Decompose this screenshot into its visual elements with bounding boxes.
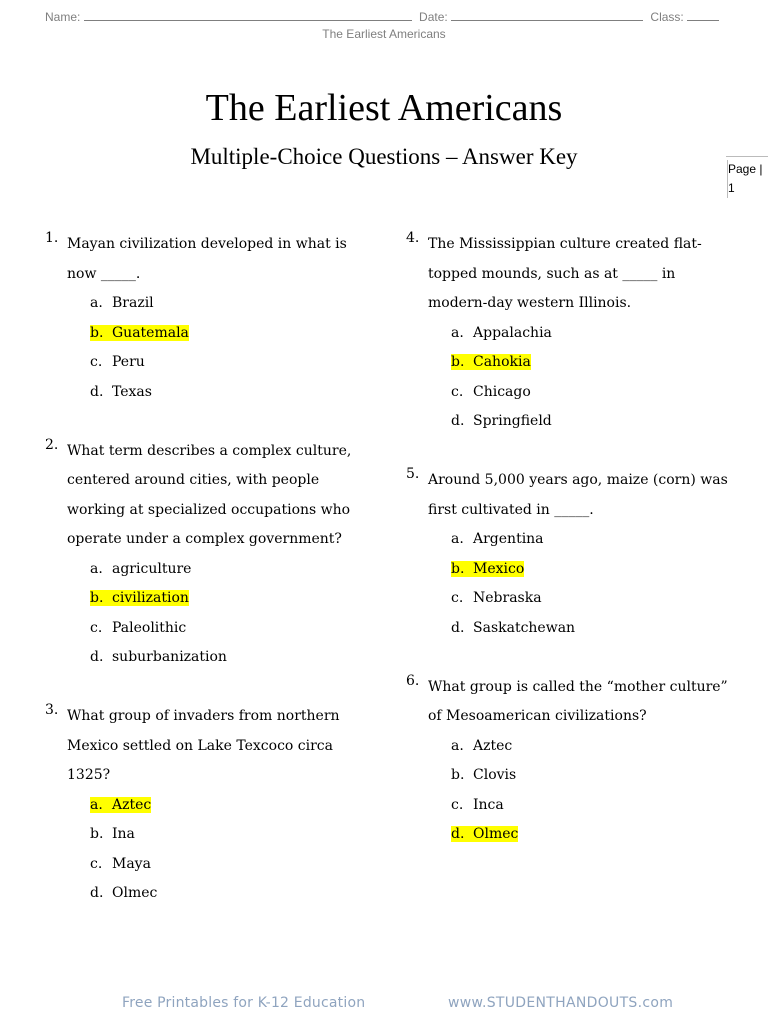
answer-option[interactable] xyxy=(90,378,375,408)
option-text: suburbanization xyxy=(112,649,227,665)
option-letter: d. xyxy=(90,885,104,901)
page-label: Page | xyxy=(728,162,763,176)
student-info-line xyxy=(45,9,725,24)
answer-text-wrap xyxy=(90,826,135,842)
option-letter: b. xyxy=(451,560,465,577)
option-letter: d. xyxy=(90,649,104,665)
question-text: The Mississippian culture created flat-topped mounds, such as at _____ in modern-day western Illinois. xyxy=(428,236,702,311)
answer-options xyxy=(45,791,375,909)
option-text: Clovis xyxy=(473,767,517,783)
answer-option[interactable] xyxy=(90,879,375,909)
answer-option-correct[interactable] xyxy=(90,791,375,821)
date-label: Date: xyxy=(419,10,448,24)
correct-answer-highlight xyxy=(451,561,524,577)
page-number-rule xyxy=(726,156,768,157)
answer-option-correct[interactable] xyxy=(451,555,736,585)
option-text: Ina xyxy=(112,826,135,842)
answer-option[interactable] xyxy=(451,319,736,349)
date-blank[interactable] xyxy=(451,9,643,21)
option-letter: a. xyxy=(90,796,103,813)
answer-text-wrap xyxy=(451,384,531,400)
answer-text-wrap xyxy=(451,797,504,813)
answer-options xyxy=(406,525,736,643)
option-text: Olmec xyxy=(112,885,158,901)
option-letter: a. xyxy=(90,295,103,311)
questions-column-right xyxy=(406,230,736,879)
option-text: civilization xyxy=(112,590,189,606)
option-letter: c. xyxy=(451,590,464,606)
option-text: Maya xyxy=(112,855,151,872)
question-number: 4. xyxy=(406,230,420,246)
question-text: What term describes a complex culture, centered around cities, with people working at specialized occupations who operate under a complex government? xyxy=(67,442,352,547)
option-text: Appalachia xyxy=(473,324,552,341)
option-text: Cahokia xyxy=(473,354,531,370)
option-letter: b. xyxy=(90,826,104,842)
question-text: Mayan civilization developed in what is now _____. xyxy=(67,236,347,282)
footer-website[interactable]: www.STUDENTHANDOUTS.com xyxy=(448,995,674,1011)
answer-text-wrap xyxy=(90,649,227,665)
name-label: Name: xyxy=(45,10,81,24)
answer-text-wrap xyxy=(451,531,544,547)
answer-option[interactable] xyxy=(90,289,375,319)
question-number: 1. xyxy=(45,230,59,246)
page-number: 1 xyxy=(728,181,735,195)
option-text: agriculture xyxy=(112,560,192,577)
option-letter: d. xyxy=(451,619,465,636)
running-header: The Earliest Americans xyxy=(322,27,446,41)
question-4 xyxy=(406,230,736,437)
answer-option[interactable] xyxy=(451,584,736,614)
option-text: Mexico xyxy=(473,560,525,577)
option-text: Argentina xyxy=(473,531,544,547)
option-text: Peru xyxy=(112,354,145,370)
question-number: 3. xyxy=(45,702,59,718)
questions-column-left xyxy=(45,230,375,938)
question-text: What group of invaders from northern Mexico settled on Lake Texcoco circa 1325? xyxy=(67,708,340,783)
option-text: Nebraska xyxy=(473,590,542,606)
answer-text-wrap xyxy=(451,738,512,754)
option-letter: a. xyxy=(451,324,464,341)
option-letter: d. xyxy=(90,383,104,400)
question-5 xyxy=(406,466,736,643)
option-text: Brazil xyxy=(112,295,154,311)
option-letter: a. xyxy=(90,560,103,577)
option-letter: d. xyxy=(451,826,465,842)
question-text: What group is called the “mother culture” of Mesoamerican civilizations? xyxy=(428,678,728,724)
option-letter: c. xyxy=(451,383,464,400)
answer-options xyxy=(406,319,736,437)
correct-answer-highlight xyxy=(451,354,531,370)
correct-answer-highlight xyxy=(90,325,189,341)
answer-option[interactable] xyxy=(451,525,736,555)
class-blank[interactable] xyxy=(687,9,719,21)
answer-options xyxy=(45,289,375,407)
answer-options xyxy=(406,732,736,850)
answer-option[interactable] xyxy=(451,378,736,408)
option-letter: d. xyxy=(451,413,465,429)
option-letter: b. xyxy=(90,324,104,341)
answer-option[interactable] xyxy=(90,614,375,644)
answer-text-wrap xyxy=(90,384,152,400)
answer-text-wrap xyxy=(90,561,191,577)
page-subtitle: Multiple-Choice Questions – Answer Key xyxy=(190,144,578,169)
option-text: Aztec xyxy=(112,796,152,813)
answer-text-wrap xyxy=(451,590,542,606)
correct-answer-highlight xyxy=(90,590,189,606)
option-text: Chicago xyxy=(473,383,531,400)
answer-text-wrap xyxy=(451,325,552,341)
correct-answer-highlight xyxy=(90,797,151,813)
footer-tagline: Free Printables for K-12 Education xyxy=(122,995,366,1011)
answer-text-wrap xyxy=(90,354,145,370)
answer-option[interactable] xyxy=(90,643,375,673)
option-text: Guatemala xyxy=(112,324,189,341)
answer-text-wrap xyxy=(451,620,575,636)
question-2 xyxy=(45,437,375,673)
answer-option[interactable] xyxy=(451,791,736,821)
question-number: 5. xyxy=(406,466,420,482)
option-letter: b. xyxy=(451,354,465,370)
answer-text-wrap xyxy=(451,767,516,783)
answer-option[interactable] xyxy=(90,820,375,850)
answer-option-correct[interactable] xyxy=(451,820,736,850)
option-text: Olmec xyxy=(473,826,519,842)
option-text: Paleolithic xyxy=(112,619,187,636)
option-text: Springfield xyxy=(473,413,552,429)
page-number-box xyxy=(727,160,768,198)
option-letter: b. xyxy=(451,767,465,783)
question-text: Around 5,000 years ago, maize (corn) was first cultivated in _____. xyxy=(428,472,728,518)
question-number: 2. xyxy=(45,436,59,453)
option-letter: a. xyxy=(451,531,464,547)
answer-option-correct[interactable] xyxy=(90,319,375,349)
correct-answer-highlight xyxy=(451,826,518,842)
option-letter: c. xyxy=(90,354,103,370)
question-number: 6. xyxy=(406,672,420,689)
answer-option-correct[interactable] xyxy=(451,348,736,378)
answer-text-wrap xyxy=(90,856,151,872)
option-text: Inca xyxy=(473,796,504,813)
option-text: Saskatchewan xyxy=(473,619,576,636)
name-blank[interactable] xyxy=(84,9,412,21)
option-text: Texas xyxy=(112,383,152,400)
answer-option[interactable] xyxy=(451,407,736,437)
answer-option-correct[interactable] xyxy=(90,584,375,614)
option-letter: b. xyxy=(90,590,104,606)
answer-text-wrap xyxy=(90,620,186,636)
question-6 xyxy=(406,673,736,850)
class-label: Class: xyxy=(650,10,684,24)
question-1 xyxy=(45,230,375,407)
option-letter: c. xyxy=(451,796,464,813)
answer-text-wrap xyxy=(90,885,157,901)
option-letter: c. xyxy=(90,619,103,636)
answer-option[interactable] xyxy=(90,850,375,880)
answer-options xyxy=(45,555,375,673)
option-letter: c. xyxy=(90,855,103,872)
answer-option[interactable] xyxy=(451,614,736,644)
answer-option[interactable] xyxy=(451,761,736,791)
option-text: Aztec xyxy=(473,737,513,754)
answer-text-wrap xyxy=(90,295,154,311)
page-title: The Earliest Americans xyxy=(205,87,563,129)
option-letter: a. xyxy=(451,737,464,754)
answer-option[interactable] xyxy=(90,348,375,378)
answer-text-wrap xyxy=(451,413,552,429)
answer-option[interactable] xyxy=(451,732,736,762)
answer-option[interactable] xyxy=(90,555,375,585)
question-3 xyxy=(45,702,375,909)
